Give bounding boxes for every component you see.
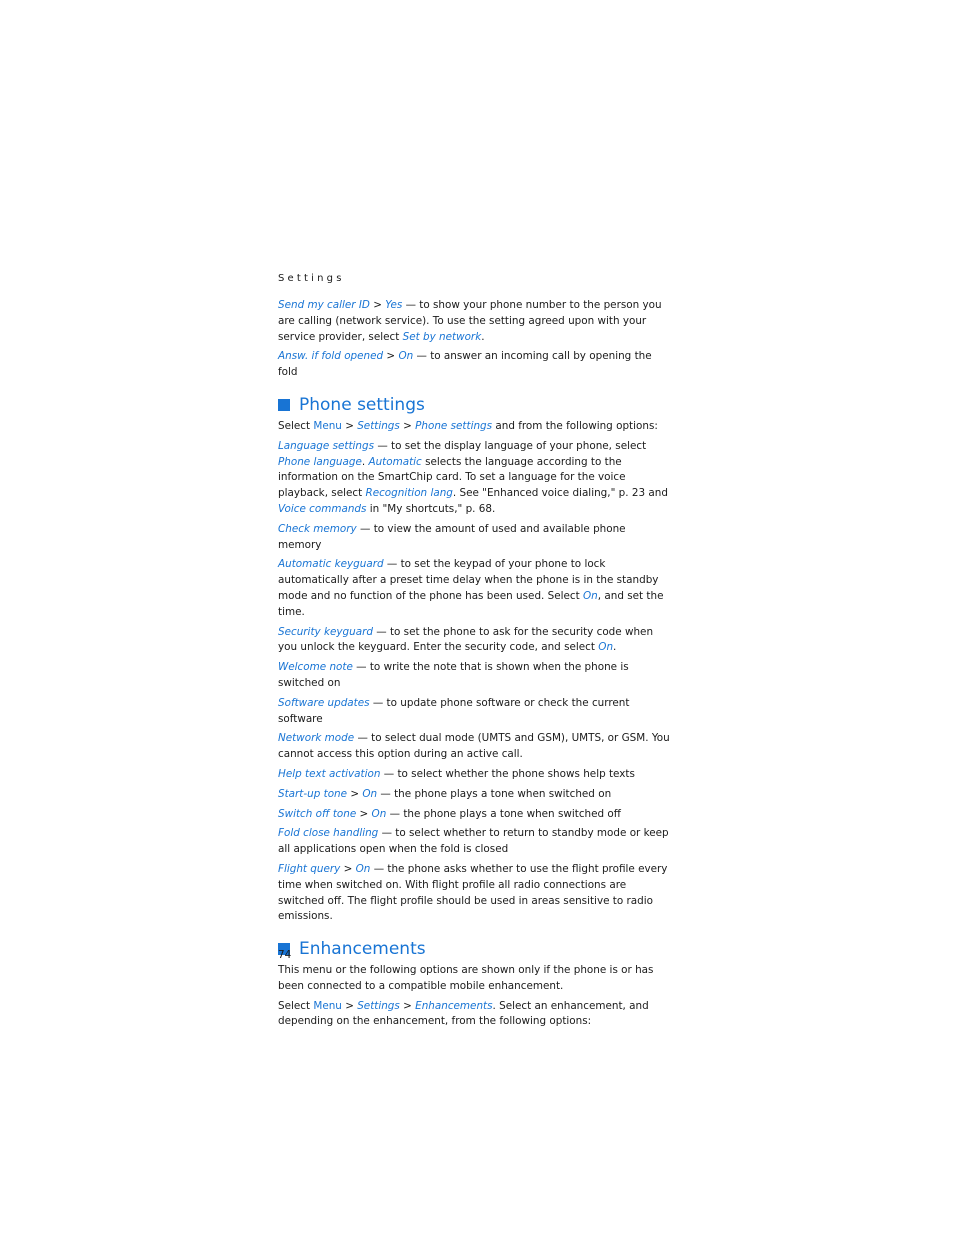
phone-settings-select-paragraph: Select Menu > Settings > Phone settings and from the following options: [278, 419, 658, 432]
fold-close-handling-link: Fold close handling [278, 827, 379, 840]
phone-language-link: Phone language [278, 455, 362, 468]
enhancements-heading [278, 939, 670, 959]
switch-off-tone-paragraph: Switch off tone > On — the phone plays a tone when switched off [278, 807, 621, 820]
recognition-lang-link: Recognition lang [365, 487, 453, 500]
automatic-link: Automatic [368, 455, 422, 468]
on-option-link: On [598, 641, 614, 654]
voice-commands-link: Voice commands [278, 502, 367, 515]
security-keyguard-paragraph: Security keyguard — to set the phone to ask for the security code when you unlock the keyguard. Enter the security code, and select On. [278, 625, 654, 654]
startup-tone-paragraph: Start-up tone > On — the phone plays a tone when switched on [278, 787, 612, 800]
on-option-link: On [583, 589, 598, 602]
check-memory-link: Check memory [278, 522, 357, 535]
language-settings-link: Language settings [278, 439, 375, 452]
software-updates-paragraph: Software updates — to update phone software or check the current software [278, 696, 630, 725]
menu-label: Menu [313, 999, 342, 1012]
enhancements-link: Enhancements [415, 999, 493, 1012]
page-content [278, 272, 670, 1034]
flight-query-link: Flight query [278, 862, 341, 875]
network-mode-paragraph: Network mode — to select dual mode (UMTS and GSM), UMTS, or GSM. You cannot access this option during an active call. [278, 732, 670, 761]
section-square-icon [278, 399, 290, 411]
enhancements-title: Enhancements [299, 939, 426, 960]
phone-settings-heading [278, 395, 670, 415]
menu-label: Menu [313, 419, 342, 432]
switch-off-tone-link: Switch off tone [278, 807, 357, 820]
phone-settings-title: Phone settings [299, 394, 425, 415]
running-head: Settings [278, 273, 345, 284]
enhancements-select-paragraph: Select Menu > Settings > Enhancements. Select an enhancement, and depending on the enhancement, from the following options: [278, 999, 649, 1028]
caller-id-paragraph: Send my caller ID > Yes — to show your phone number to the person you are calling (network service). To use the setting agreed upon with your service provider, select Set by network. [278, 299, 662, 343]
answ-fold-opened-link: Answ. if fold opened [278, 350, 384, 363]
on-option-link: On [362, 787, 378, 800]
software-updates-link: Software updates [278, 696, 370, 709]
on-option-link: On [398, 350, 414, 363]
set-by-network-link: Set by network [402, 330, 482, 343]
fold-close-paragraph: Fold close handling — to select whether to return to standby mode or keep all applications open when the fold is closed [278, 827, 669, 856]
help-text-paragraph: Help text activation — to select whether the phone shows help texts [278, 767, 635, 780]
network-mode-link: Network mode [278, 732, 355, 745]
flight-query-paragraph: Flight query > On — the phone asks whether to use the flight profile every time when switched on. With flight profile all radio connections are switched off. The flight profile should be used in areas sensitive to radio emissions. [278, 862, 668, 923]
automatic-keyguard-paragraph: Automatic keyguard — to set the keypad of your phone to lock automatically after a preset time delay when the phone is in the standby mode and no function of the phone has been used. Select On, and set the time. [278, 558, 664, 618]
on-option-link: On [371, 807, 387, 820]
yes-option-link: Yes [385, 299, 403, 311]
on-option-link: On [355, 862, 371, 875]
phone-settings-link: Phone settings [415, 419, 493, 432]
help-text-activation-link: Help text activation [278, 767, 381, 780]
automatic-keyguard-link: Automatic keyguard [278, 558, 384, 571]
security-keyguard-link: Security keyguard [278, 625, 373, 638]
check-memory-paragraph: Check memory — to view the amount of used and available phone memory [278, 522, 626, 551]
enhancements-intro-paragraph: This menu or the following options are shown only if the phone is or has been connected to a compatible mobile enhancement. [278, 964, 654, 992]
fold-answer-paragraph: Answ. if fold opened > On — to answer an incoming call by opening the fold [278, 350, 652, 379]
language-settings-paragraph: Language settings — to set the display language of your phone, select Phone language. Automatic selects the language according to the information on the SmartChip card. To set a language for the voice playback, select Recognition lang. See "Enhanced voice dialing," p. 23 and Voice commands in "My shortcuts," p. 68. [278, 439, 668, 515]
page-number: 74 [278, 949, 292, 961]
send-caller-id-link: Send my caller ID [278, 299, 370, 311]
settings-link: Settings [357, 419, 400, 432]
welcome-note-link: Welcome note [278, 661, 353, 674]
settings-link: Settings [357, 999, 400, 1012]
startup-tone-link: Start-up tone [278, 787, 348, 800]
welcome-note-paragraph: Welcome note — to write the note that is shown when the phone is switched on [278, 661, 629, 689]
